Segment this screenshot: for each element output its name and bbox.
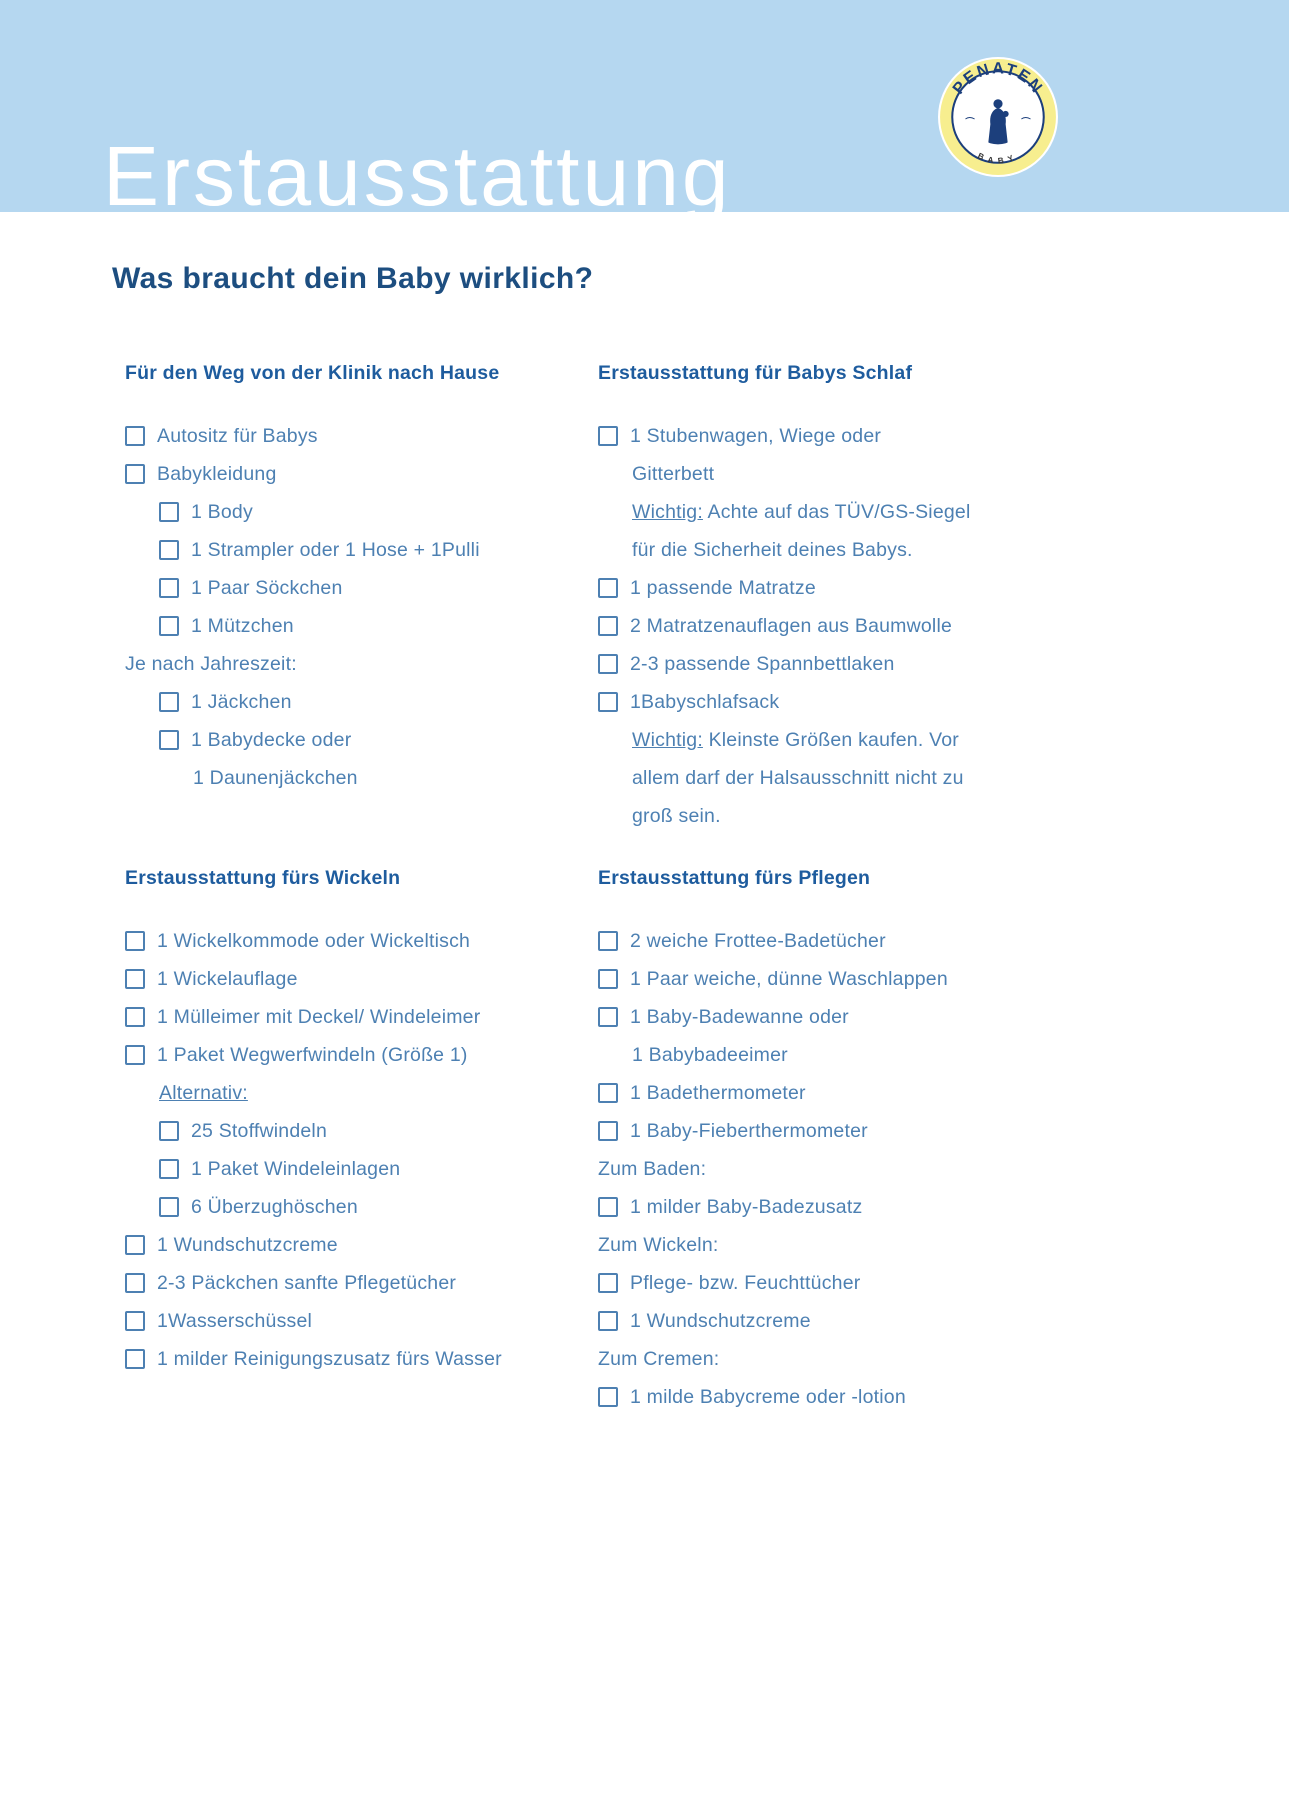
checkbox[interactable]: [125, 1007, 145, 1027]
item-label: Pflege- bzw. Feuchttücher: [630, 1271, 861, 1294]
checkbox[interactable]: [598, 578, 618, 598]
text-line: [598, 759, 1194, 797]
header-band: [0, 0, 1289, 223]
checkbox[interactable]: [598, 1387, 618, 1407]
text-line: [125, 1074, 565, 1112]
checklist-item: [125, 1036, 565, 1074]
item-label: groß sein.: [632, 804, 721, 827]
checkbox[interactable]: [598, 692, 618, 712]
checkbox[interactable]: [159, 730, 179, 750]
item-label: 1Babyschlafsack: [630, 690, 780, 713]
checkbox[interactable]: [125, 969, 145, 989]
underlined-prefix: Wichtig:: [632, 728, 703, 751]
checklist-item: [598, 922, 1194, 960]
checklist-item: [125, 1150, 565, 1188]
checkbox[interactable]: [598, 1083, 618, 1103]
item-label: 1 Wundschutzcreme: [157, 1233, 338, 1256]
item-label: 1 Badethermometer: [630, 1081, 806, 1104]
checkbox[interactable]: [159, 1197, 179, 1217]
checkbox[interactable]: [598, 616, 618, 636]
item-label: 1 milder Baby-Badezusatz: [630, 1195, 863, 1218]
checklist-item: [125, 1302, 565, 1340]
checkbox[interactable]: [598, 931, 618, 951]
checkbox[interactable]: [125, 1235, 145, 1255]
checklist-item: [125, 998, 565, 1036]
checklist-item: [125, 922, 565, 960]
checklist-item: [125, 417, 565, 455]
checklist-grid: [125, 362, 1194, 1416]
checklist-item: [125, 1264, 565, 1302]
checkbox[interactable]: [598, 1273, 618, 1293]
underlined-prefix: Alternativ:: [159, 1081, 248, 1104]
item-label: 2 Matratzenauflagen aus Baumwolle: [630, 614, 953, 637]
checklist-item: [125, 493, 565, 531]
item-label: allem darf der Halsausschnitt nicht zu: [632, 766, 964, 789]
checklist-item: [125, 1188, 565, 1226]
content: [0, 262, 1289, 1416]
checkbox[interactable]: [159, 578, 179, 598]
checklist-item: [598, 960, 1194, 998]
text-line: [598, 1340, 1194, 1378]
item-label: 1Wasserschüssel: [157, 1309, 313, 1332]
checklist-item: [125, 1112, 565, 1150]
checklist-item: [125, 607, 565, 645]
checkbox[interactable]: [125, 1349, 145, 1369]
item-label: 6 Überzughöschen: [191, 1195, 358, 1218]
penaten-logo: [937, 56, 1059, 178]
item-label: 1 Wickelkommode oder Wickeltisch: [157, 929, 471, 952]
item-label: 1 passende Matratze: [630, 576, 816, 599]
item-label: 1 milde Babycreme oder -lotion: [630, 1385, 906, 1408]
item-label: Autositz für Babys: [157, 424, 318, 447]
item-label: für die Sicherheit deines Babys.: [632, 538, 913, 561]
checklist-item: [598, 417, 1194, 455]
text-line: [598, 531, 1194, 569]
checkbox[interactable]: [159, 540, 179, 560]
checkbox[interactable]: [598, 1007, 618, 1027]
item-label: 1 Wickelauflage: [157, 967, 298, 990]
header-title: Erstausstattung: [103, 129, 732, 223]
checklist-item: [598, 645, 1194, 683]
item-label: Babykleidung: [157, 462, 277, 485]
checklist-item: [598, 1188, 1194, 1226]
text-line: [125, 645, 565, 683]
section-title: Erstausstattung fürs Wickeln: [125, 867, 401, 889]
checkbox[interactable]: [159, 502, 179, 522]
checklist-item: [598, 1264, 1194, 1302]
text-line: [598, 797, 1194, 835]
checkbox[interactable]: [598, 1311, 618, 1331]
checkbox[interactable]: [159, 1121, 179, 1141]
item-label: 1 Babybadeeimer: [632, 1043, 788, 1066]
checklist-item: [598, 1112, 1194, 1150]
section-wickeln: [125, 867, 565, 1378]
checklist-item: [125, 721, 565, 759]
checklist-item: [125, 1226, 565, 1264]
checkbox[interactable]: [159, 692, 179, 712]
checklist-item: [598, 1378, 1194, 1416]
page-title: Was braucht dein Baby wirklich?: [112, 262, 594, 295]
checklist-item: [125, 531, 565, 569]
checklist-item: [598, 1302, 1194, 1340]
text-line: [598, 1150, 1194, 1188]
checklist-item: [125, 569, 565, 607]
item-label: Zum Wickeln:: [598, 1233, 719, 1256]
underlined-prefix: Wichtig:: [632, 500, 703, 523]
section-title: Erstausstattung fürs Pflegen: [598, 867, 871, 889]
item-label: 1 Jäckchen: [191, 690, 292, 713]
checkbox[interactable]: [125, 931, 145, 951]
item-label: 1 Mützchen: [191, 614, 294, 637]
checkbox[interactable]: [125, 1311, 145, 1331]
text-line: [598, 493, 1194, 531]
item-label: 1 Paket Windeleinlagen: [191, 1157, 401, 1180]
text-line: [598, 1226, 1194, 1264]
item-label: 1 Body: [191, 500, 253, 523]
checkbox[interactable]: [125, 426, 145, 446]
item-label: 25 Stoffwindeln: [191, 1119, 327, 1142]
text-line: [598, 721, 1194, 759]
item-label: Gitterbett: [632, 462, 715, 485]
checklist-item: [125, 455, 565, 493]
checkbox[interactable]: [125, 464, 145, 484]
logo-baby-text: BABY: [976, 151, 1020, 166]
checklist-item: [125, 1340, 565, 1378]
item-label: 1 Strampler oder 1 Hose + 1Pulli: [191, 538, 480, 561]
checkbox[interactable]: [125, 1273, 145, 1293]
section-schlaf: [598, 362, 1194, 835]
item-label: Je nach Jahreszeit:: [125, 652, 297, 675]
checklist-item: [598, 607, 1194, 645]
item-label: Zum Cremen:: [598, 1347, 720, 1370]
checkbox[interactable]: [598, 654, 618, 674]
item-label: 1 Wundschutzcreme: [630, 1309, 811, 1332]
item-label: 1 Paar weiche, dünne Waschlappen: [630, 967, 948, 990]
item-label: 2-3 Päckchen sanfte Pflegetücher: [157, 1271, 457, 1294]
item-label: Zum Baden:: [598, 1157, 707, 1180]
item-label: 1 Babydecke oder: [191, 728, 352, 751]
text-line: [125, 759, 565, 797]
item-label: Wichtig: Kleinste Größen kaufen. Vor: [632, 728, 959, 751]
section-title: Erstausstattung für Babys Schlaf: [598, 362, 913, 384]
item-label: 1 Mülleimer mit Deckel/ Windeleimer: [157, 1005, 481, 1028]
checkbox[interactable]: [159, 1159, 179, 1179]
checkbox[interactable]: [598, 426, 618, 446]
item-label: [159, 1082, 248, 1105]
text-line: [598, 1036, 1194, 1074]
item-label: 1 Baby-Badewanne oder: [630, 1005, 849, 1028]
item-label: Wichtig: Achte auf das TÜV/GS-Siegel: [632, 500, 971, 523]
section-title: Für den Weg von der Klinik nach Hause: [125, 362, 500, 384]
item-label: 1 Stubenwagen, Wiege oder: [630, 424, 882, 447]
checkbox[interactable]: [598, 969, 618, 989]
logo-brand-text: PENATEN: [949, 59, 1047, 98]
checklist-item: [598, 569, 1194, 607]
section-klinik: [125, 362, 565, 797]
checklist-item: [598, 1074, 1194, 1112]
checkbox[interactable]: [598, 1197, 618, 1217]
section-pflegen: [598, 867, 1194, 1416]
checklist-item: [125, 683, 565, 721]
item-label: 1 Daunenjäckchen: [193, 766, 358, 789]
checklist-item: [598, 998, 1194, 1036]
checklist-item: [598, 683, 1194, 721]
item-label: 2 weiche Frottee-Badetücher: [630, 929, 886, 952]
item-label: 1 Paar Söckchen: [191, 576, 343, 599]
checklist-item: [125, 960, 565, 998]
penaten-logo-svg: [937, 56, 1059, 178]
item-label: 2-3 passende Spannbettlaken: [630, 652, 895, 675]
checkbox[interactable]: [159, 616, 179, 636]
item-label: 1 milder Reinigungszusatz fürs Wasser: [157, 1347, 502, 1370]
checkbox[interactable]: [125, 1045, 145, 1065]
item-label: 1 Paket Wegwerfwindeln (Größe 1): [157, 1043, 468, 1066]
text-line: [598, 455, 1194, 493]
checkbox[interactable]: [598, 1121, 618, 1141]
item-label: 1 Baby-Fieberthermometer: [630, 1119, 868, 1142]
